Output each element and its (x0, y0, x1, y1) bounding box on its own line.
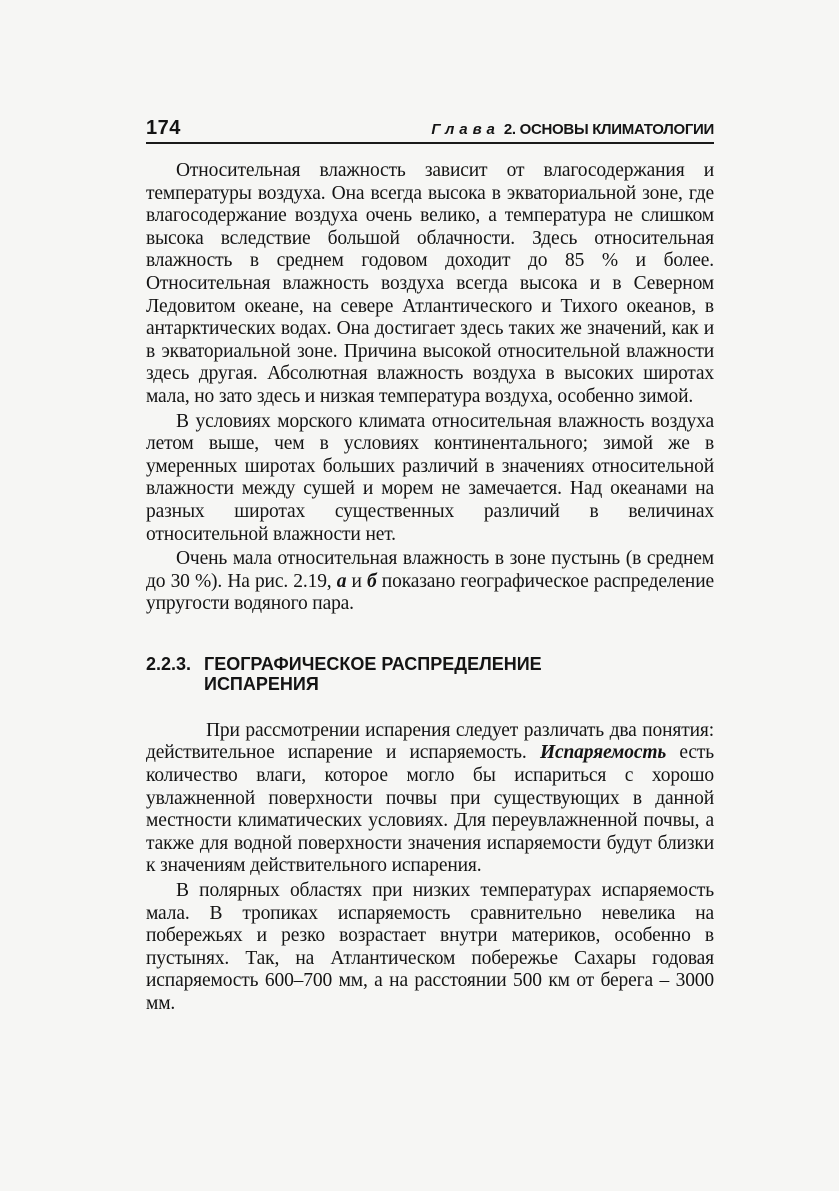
running-head (431, 121, 714, 138)
paragraph (146, 720, 714, 878)
section-number: 2.2.3. (146, 653, 192, 674)
running-header (146, 112, 714, 144)
defined-term: Испаряемость (539, 742, 667, 764)
body-text-part-1 (146, 160, 714, 616)
text-run: При рассмотрении испарения следует различать два понятия: действительное испарение и испаряемость. (146, 719, 714, 764)
section-heading (146, 654, 714, 694)
paragraph: В условиях морского климата относительная влажность воздуха летом выше, чем в условиях континентального; зимой же в умеренных широтах больших различий в значениях относительной влажности между сушей и морем не замечается. Над океанами на разных широтах существенных различий в величинах относительной влажности нет. (146, 410, 714, 545)
text-run: показано географическое распределение упругости водяного пара. (146, 570, 714, 615)
section-title: ГЕОГРАФИЧЕСКОЕ РАСПРЕДЕЛЕНИЕ ИСПАРЕНИЯ (204, 653, 542, 694)
text-run: Очень мала относительная влажность в зоне пустынь (в среднем до 30 %). На рис. 2.19, (146, 548, 714, 592)
page-number: 174 (146, 117, 181, 139)
figure-ref-b: б (367, 570, 377, 592)
chapter-title: 2. ОСНОВЫ КЛИМАТОЛОГИИ (503, 121, 714, 138)
paragraph (146, 548, 714, 616)
paragraph: Относительная влажность зависит от влагосодержания и температуры воздуха. Она всегда высока в экваториальной зоне, где влагосодержание воздуха очень велико, а температура не слишком высока вследствие большой облачности. Здесь относительная влажность в среднем годовом доходит до 85 % и более. Относительная влажность воздуха всегда высока и в Северном Ледовитом океане, на севере Атлантического и Тихого океанов, в антарктических водах. Она достигает здесь таких же значений, как и в экваториальной зоне. Причина высокой относительной влажности здесь другая. Абсолютная влажность воздуха в высоких широтах мала, но зато здесь и низкая температура воздуха, особенно зимой. (146, 160, 714, 407)
text-run: и (346, 570, 368, 592)
page-content (146, 112, 714, 1016)
chapter-word: Глава (431, 121, 500, 138)
figure-ref-a: а (336, 570, 347, 592)
paragraph: В полярных областях при низких температурах испаряемость мала. В тропиках испаряемость сравнительно невелика на побережьях и резко возрастает внутри материков, особенно в пустынях. Так, на Атлантическом побережье Сахары годовая испаряемость 600–700 мм, а на расстоянии 500 км от берега – 3000 мм. (146, 880, 714, 1014)
text-run: есть количество влаги, которое могло бы испариться с хорошо увлажненной поверхности почвы при существующих в данной местности климатических условиях. Для переувлажненной почвы, а также для водной поверхности значения испаряемости будут близки к значениям действительного испарения. (146, 742, 715, 877)
body-text-part-2 (146, 720, 714, 1016)
